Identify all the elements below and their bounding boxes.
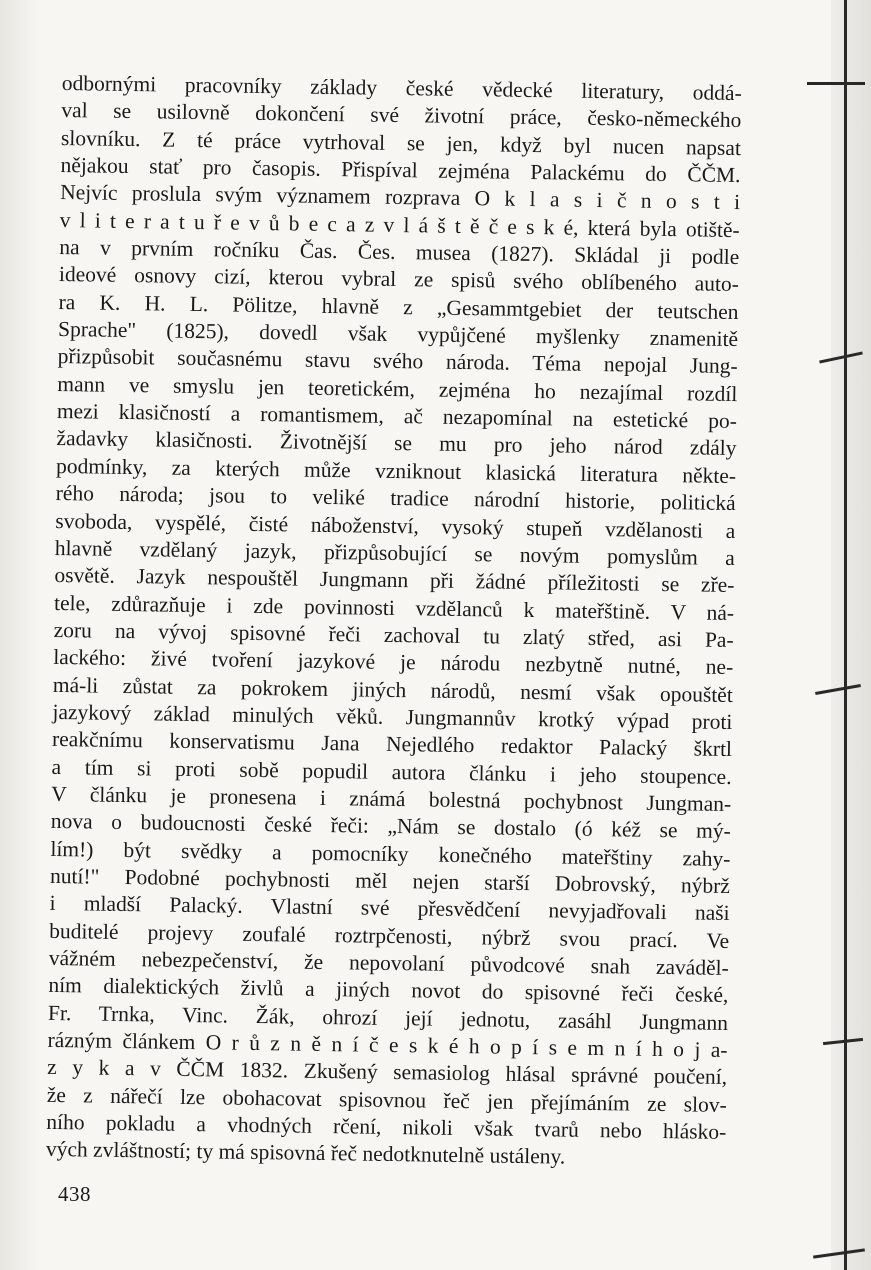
text-line: nějakou stať pro časopis. Přispíval zejména Palackému do ČČM. <box>60 153 741 188</box>
text-line: ním dialektických živlů a jiných novot do spisovné řeči české, <box>48 973 729 1008</box>
text-line: mezi klasičností a romantismem, ač nezapomínal na estetické po- <box>56 399 738 434</box>
text-line: lím!) být svědky a pomocníky konečného mateřštiny zahy- <box>50 836 731 871</box>
text-line: a tím si proti sobě popudil autora článku i jeho stoupence. <box>51 754 732 789</box>
text-line: z y k a v ČČM 1832. Zkušený semasiolog hlásal správné poučení, <box>47 1055 728 1090</box>
text-line: ideové osnovy cizí, kterou vybral ze spisů svého oblíbeného auto- <box>58 262 740 297</box>
text-line: zoru na vývoj spisovné řeči zachoval tu zlatý střed, asi Pa- <box>53 617 734 652</box>
text-line: i mladší Palacký. Vlastní své přesvědčení nevyjadřovali naši <box>49 891 730 926</box>
text-line: Nejvíc proslula svým významem rozprava O k l a s i č n o s t i <box>60 180 741 215</box>
text-line: hlavně vzdělaný jazyk, přizpůsobující se novým pomyslům a <box>54 535 736 570</box>
binding-thread <box>807 82 865 85</box>
text-line: rázným článkem O r ů z n ě n í č e s k é h o p í s e m n í h o j a- <box>47 1027 728 1063</box>
text-line: nova o budoucnosti české řeči: „Nám se dostalo (ó kéž se mý- <box>50 809 731 844</box>
text-line: mann ve smyslu jen teoretickém, zejména ho nezajímal rozdíl <box>57 371 738 406</box>
text-line: ního pokladu a vhodných rčení, nikoli však tvarů nebo hlásko- <box>46 1109 727 1145</box>
page-edge <box>831 0 871 1270</box>
text-line: vážném nebezpečenství, že nepovolaní původcové snah zaváděl- <box>48 945 729 980</box>
text-line: má-li zůstat za pokrokem jiných národů, nesmí však opouštět <box>52 672 733 707</box>
text-line: reakčnímu konservatismu Jana Nejedlého redaktor Palacký škrtl <box>51 727 733 762</box>
body-text <box>46 70 742 1174</box>
text-line: ra K. H. L. Pölitze, hlavně z „Gesammtgebiet der teutschen <box>58 289 739 324</box>
text-line: vých zvláštností; ty má spisovná řeč nedotknutelně ustáleny. <box>45 1137 566 1169</box>
text-line: přizpůsobit současnému stavu svého národa. Téma nepojal Jung- <box>57 344 738 379</box>
text-line: odbornými pracovníky základy české vědecké literatury, oddá- <box>61 70 742 106</box>
binding-spine <box>844 0 847 1270</box>
text-line: V článku je pronesena i známá bolestná pochybnost Jungman- <box>51 781 732 816</box>
text-line: slovníku. Z té práce vytrhoval se jen, když byl nucen napsat <box>60 125 742 160</box>
text-line: žadavky klasičnosti. Životnější se mu pro jeho národ zdály <box>56 426 737 461</box>
text-line: osvětě. Jazyk nespouštěl Jungmann při žádné příležitosti se zře- <box>54 563 735 598</box>
text-line: buditelé projevy zoufalé roztrpčenosti, nýbrž svou prací. Ve <box>49 918 730 953</box>
text-line: Sprache" (1825), dovedl však vypůjčené myšlenky znamenitě <box>57 317 739 352</box>
text-line: lackého: živé tvoření jazykové je národu nezbytně nutné, ne- <box>53 645 734 680</box>
text-line: že z nářečí lze obohacovat spisovnou řeč jen přejímáním ze slov- <box>46 1082 727 1117</box>
text-line: nutí!" Podobné pochybnosti měl nejen starší Dobrovský, nýbrž <box>49 863 731 898</box>
text-line: tele, zdůrazňuje i zde povinnosti vzdělanců k mateřštině. V ná- <box>53 590 735 625</box>
text-line: podmínky, za kterých může vzniknout klasická literatura někte- <box>55 453 737 488</box>
text-line: v l i t e r a t u ř e v ů b e c a z v l á š t ě č e s k é, která byla otiště- <box>59 207 740 242</box>
page-number: 438 <box>58 1182 91 1206</box>
text-line: jazykový základ minulých věků. Jungmannův krotký výpad proti <box>52 699 733 734</box>
text-line: svoboda, vyspělé, čisté náboženství, vysoký stupeň vzdělanosti a <box>55 508 736 543</box>
page-shadow <box>0 0 40 1270</box>
text-line: rého národa; jsou to veliké tradice národní historie, politická <box>55 481 736 516</box>
text-line: na v prvním ročníku Čas. Čes. musea (1827). Skládal ji podle <box>59 235 740 270</box>
text-line: Fr. Trnka, Vinc. Žák, ohrozí její jednotu, zasáhl Jungmann <box>47 1000 729 1035</box>
text-line: val se usilovně dokončení své životní práce, česko-německého <box>61 98 742 133</box>
